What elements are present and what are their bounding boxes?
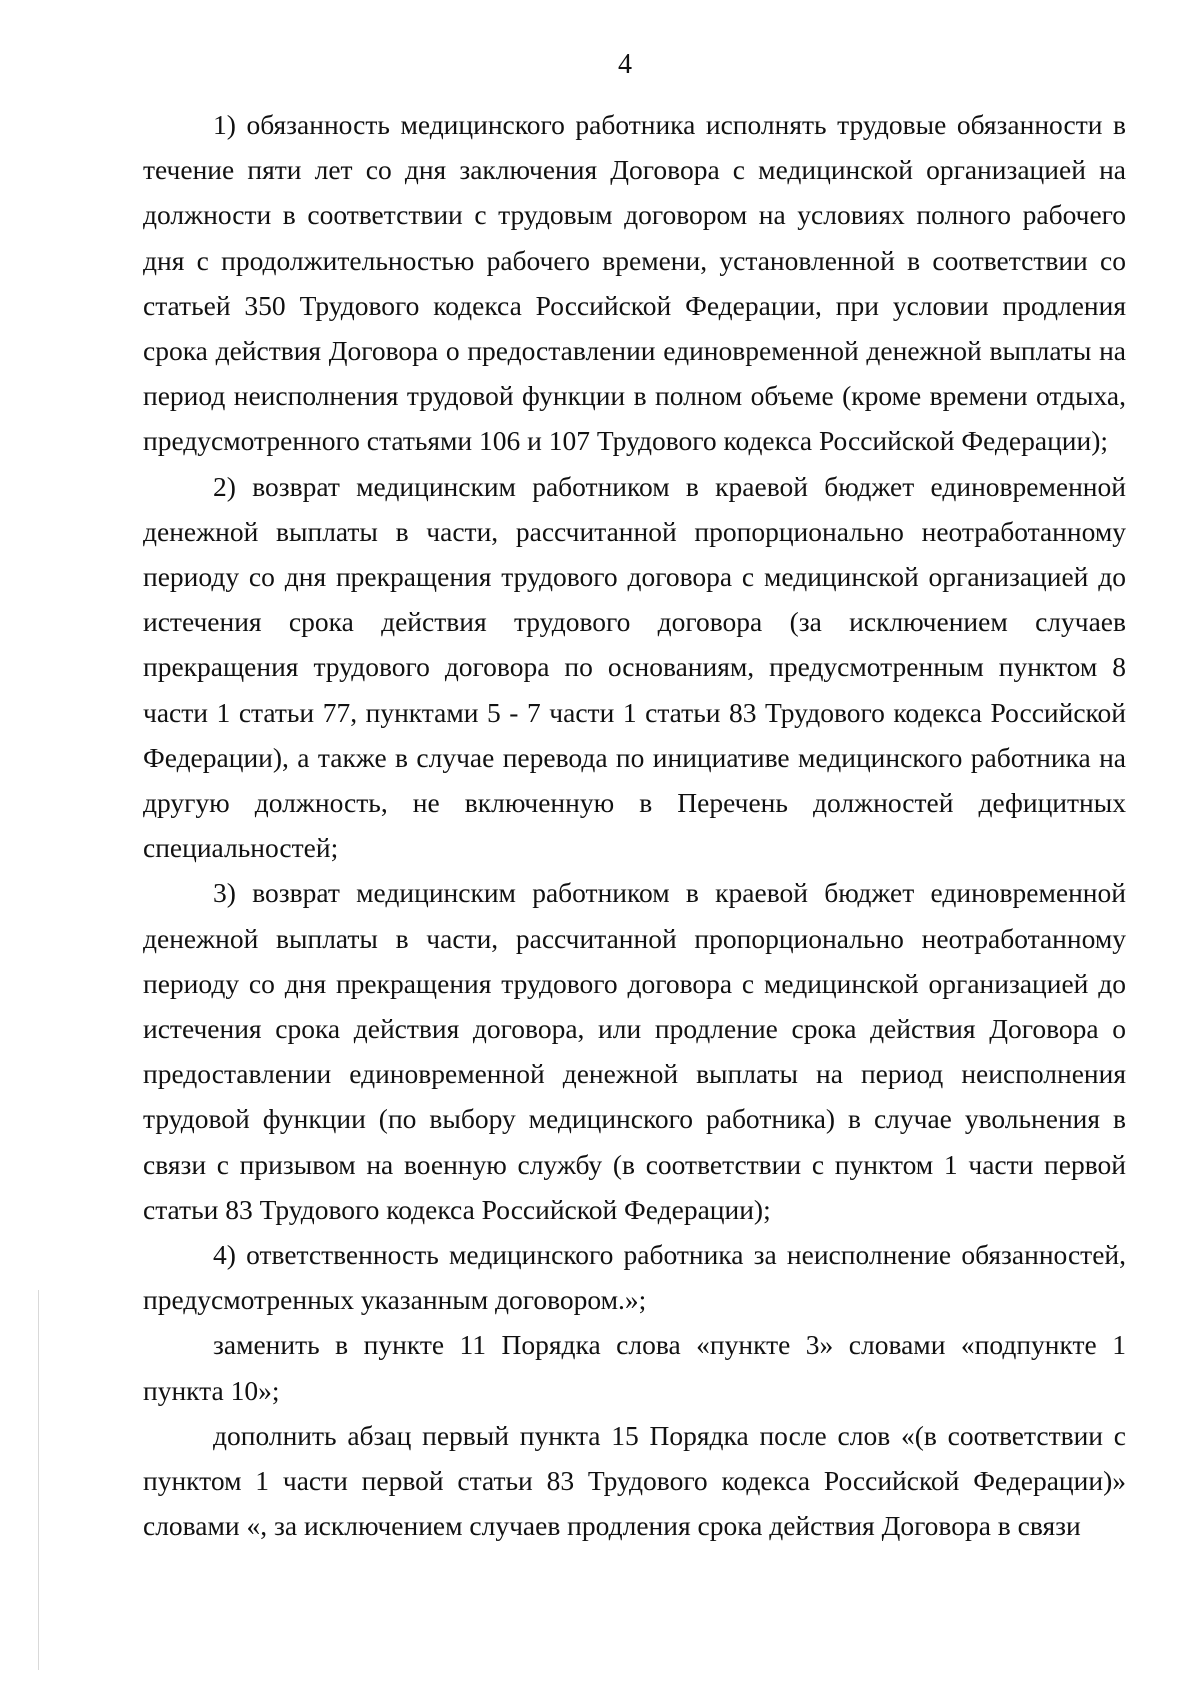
scan-edge-line xyxy=(38,1290,39,1670)
paragraph-item-2: 2) возврат медицинским работником в краевой бюджет единовременной денежной выплаты в части, рассчитанной пропорционально неотработанному периоду со дня прекращения трудового договора с медицинской организацией до истечения срока действия трудового договора (за исключением случаев прекращения трудового договора по основаниям, предусмотренным пунктом 8 части 1 статьи 77, пунктами 5 - 7 части 1 статьи 83 Трудового кодекса Российской Федерации), а также в случае перевода по инициативе медицинского работника на другую должность, не включенную в Перечень должностей дефицитных специальностей; xyxy=(143,470,1126,864)
document-body xyxy=(143,102,1126,1549)
paragraph-replace-clause: заменить в пункте 11 Порядка слова «пункте 3» словами «подпункте 1 пункта 10»; xyxy=(143,1329,1126,1406)
paragraph-supplement-clause: дополнить абзац первый пункта 15 Порядка после слов «(в соответствии с пунктом 1 части первой статьи 83 Трудового кодекса Российской Федерации)» словами «, за исключением случаев продления срока действия Договора в связи xyxy=(143,1419,1126,1542)
page-number: 4 xyxy=(618,49,632,80)
paragraph-item-4: 4) ответственность медицинского работника за неисполнение обязанностей, предусмотренных указанным договором.»; xyxy=(143,1239,1126,1316)
paragraph-item-3: 3) возврат медицинским работником в краевой бюджет единовременной денежной выплаты в части, рассчитанной пропорционально неотработанному периоду со дня прекращения трудового договора с медицинской организацией до истечения срока действия договора, или продление срока действия Договора о предоставлении единовременной денежной выплаты на период неисполнения трудовой функции (по выбору медицинского работника) в случае увольнения в связи с призывом на военную службу (в соответствии с пунктом 1 части первой статьи 83 Трудового кодекса Российской Федерации); xyxy=(143,877,1126,1225)
paragraph-item-1: 1) обязанность медицинского работника исполнять трудовые обязанности в течение пяти лет со дня заключения Договора с медицинской организацией на должности в соответствии с трудовым договором на условиях полного рабочего дня с продолжительностью рабочего времени, установленной в соответствии со статьей 350 Трудового кодекса Российской Федерации, при условии продления срока действия Договора о предоставлении единовременной денежной выплаты на период неисполнения трудовой функции в полном объеме (кроме времени отдыха, предусмотренного статьями 106 и 107 Трудового кодекса Российской Федерации); xyxy=(143,109,1126,457)
